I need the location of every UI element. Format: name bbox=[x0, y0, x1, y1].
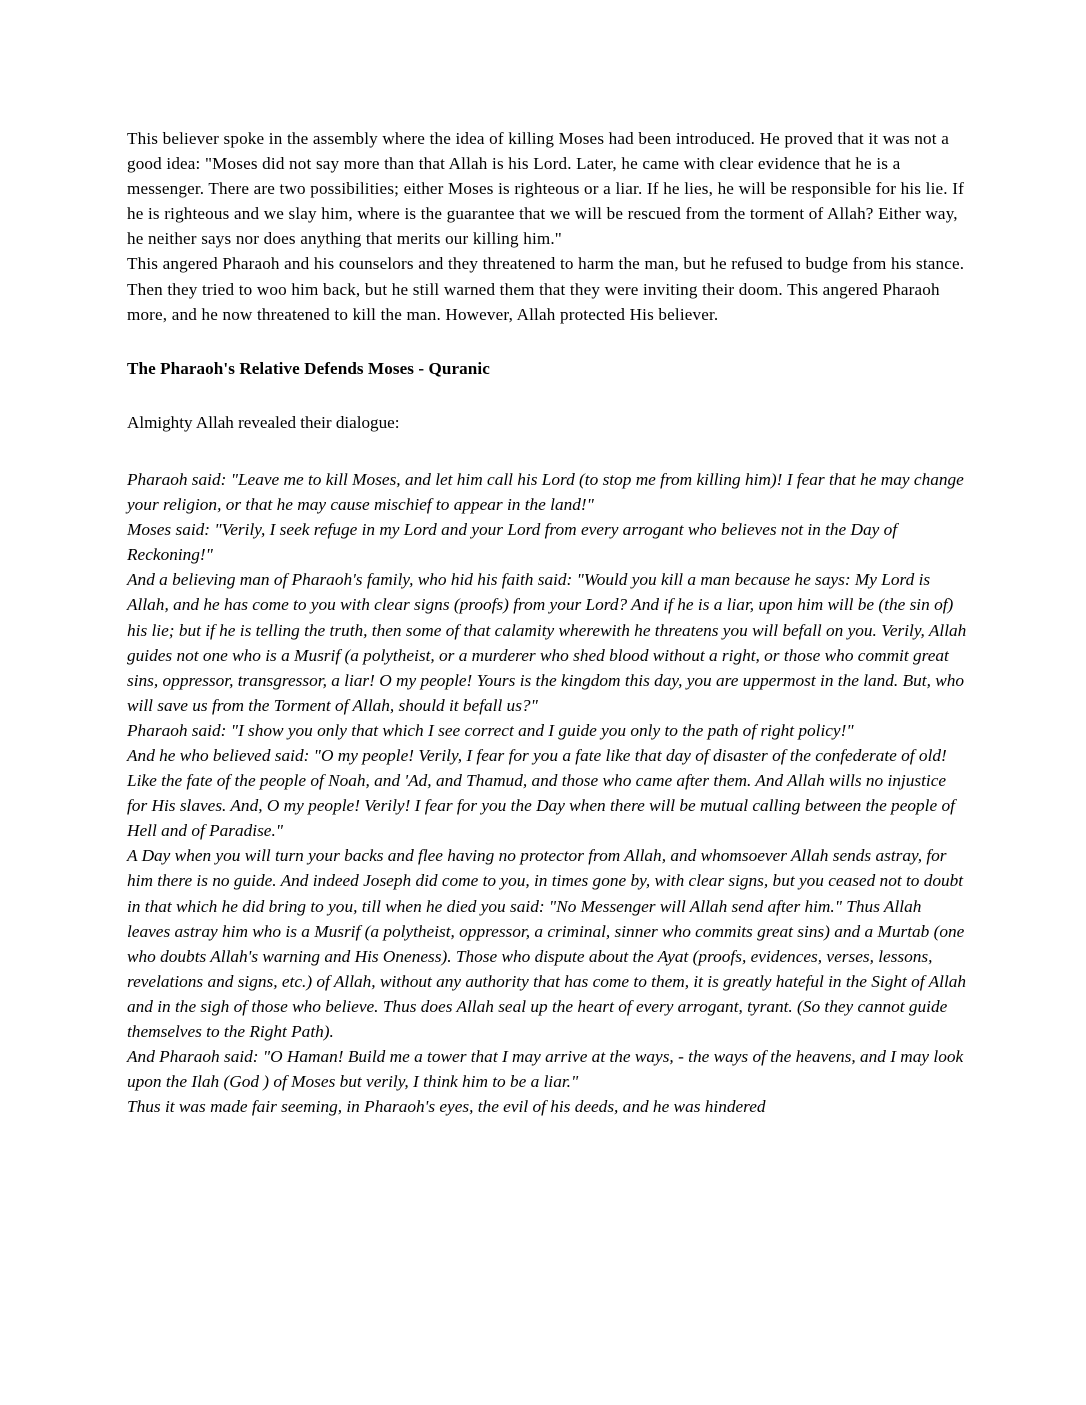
quote-line: And a believing man of Pharaoh's family, who hid his faith said: "Would you kill a man because he says: My Lord is Allah, and he has come to you with clear signs (proofs) from your Lord? And if he is a liar, upon him will be (the sin of) his lie; but if he is telling the truth, then some of that calamity wherewith he threatens you will befall on you. Verily, Allah guides not one who is a Musrif (a polytheist, or a murderer who shed blood without a right, or those who commit great sins, oppressor, transgressor, a liar! O my people! Yours is the kingdom this day, you are uppermost in the land. But, who will save us from the Torment of Allah, should it befall us?" bbox=[127, 570, 967, 715]
section-heading: The Pharaoh's Relative Defends Moses - Quranic bbox=[127, 358, 490, 378]
quote-line: Thus it was made fair seeming, in Pharaoh's eyes, the evil of his deeds, and he was hindered bbox=[127, 1097, 766, 1117]
quote-line: A Day when you will turn your backs and flee having no protector from Allah, and whomsoever Allah sends astray, for him there is no guide. And indeed Joseph did come to you, in times gone by, with clear signs, but you ceased not to doubt in that which he did bring to you, till when he died you said: "No Messenger will Allah send after him." Thus Allah leaves astray him who is a Musrif (a polytheist, oppressor, a criminal, sinner who commits great sins) and a Murtab (one who doubts Allah's warning and His Oneness). Those who dispute about the Ayat (proofs, evidences, verses, lessons, revelations and signs, etc.) of Allah, without any authority that has come to them, it is greatly hateful in the Sight of Allah and in the sigh of those who believe. Thus does Allah seal up the heart of every arrogant, tyrant. (So they cannot guide themselves to the Right Path). bbox=[127, 846, 967, 1041]
body-paragraph-2: This angered Pharaoh and his counselors and they threatened to harm the man, but he refused to budge from his stance. Then they tried to woo him back, but he still warned them that they were inviting their doom. This angered Pharaoh more, and he now threatened to kill the man. However, Allah protected His believer. bbox=[127, 254, 965, 324]
quote-line: And Pharaoh said: "O Haman! Build me a tower that I may arrive at the ways, - the ways of the heavens, and I may look upon the Ilah (God ) of Moses but verily, I think him to be a liar." bbox=[127, 1047, 964, 1092]
quranic-quote-block bbox=[127, 435, 967, 1119]
quote-line: Pharaoh said: "I show you only that which I see correct and I guide you only to the path of right policy!" bbox=[127, 720, 854, 740]
quote-line: And he who believed said: "O my people! Verily, I fear for you a fate like that day of disaster of the confederate of old! Like the fate of the people of Noah, and 'Ad, and Thamud, and those who came after them. And Allah wills no injustice for His slaves. And, O my people! Verily! I fear for you the Day when there will be mutual calling between the people of Hell and of Paradise." bbox=[127, 745, 955, 841]
quote-line: Moses said: "Verily, I seek refuge in my Lord and your Lord from every arrogant who believes not in the Day of Reckoning!" bbox=[127, 520, 898, 565]
body-paragraph-1: This believer spoke in the assembly where the idea of killing Moses had been introduced. He proved that it was not a good idea: "Moses did not say more than that Allah is his Lord. Later, he came with clear evidence that he is a messenger. There are two possibilities; either Moses is righteous or a liar. If he lies, he will be responsible for his lie. If he is righteous and we slay him, where is the guarantee that we will be rescued from the torment of Allah? Either way, he neither says nor does anything that merits our killing him." bbox=[127, 129, 964, 249]
text-column bbox=[127, 126, 967, 1119]
lead-in-line: Almighty Allah revealed their dialogue: bbox=[127, 412, 400, 432]
quote-line: Pharaoh said: "Leave me to kill Moses, and let him call his Lord (to stop me from killing him)! I fear that he may change your religion, or that he may cause mischief to appear in the land!" bbox=[127, 469, 964, 515]
